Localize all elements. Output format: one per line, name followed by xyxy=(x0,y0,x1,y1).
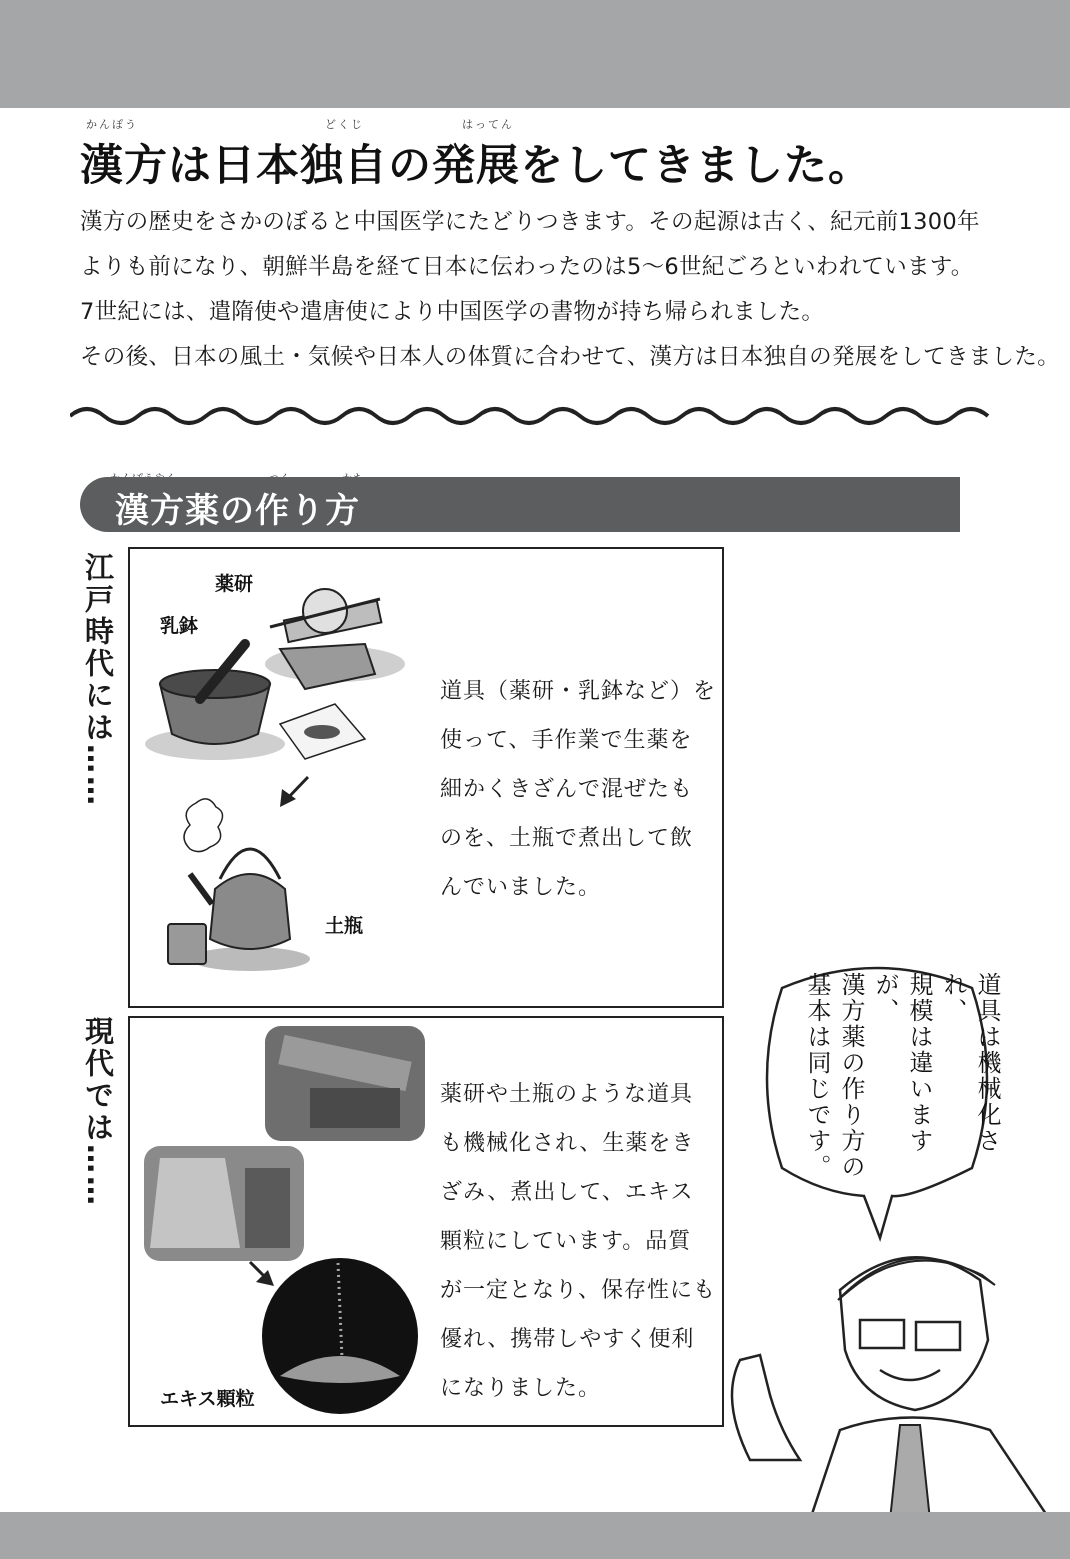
raised-hand xyxy=(732,1355,800,1460)
edo-text-line: んでいました。 xyxy=(440,875,602,900)
modern-text-line: が一定となり、保存性にも xyxy=(440,1278,717,1303)
edo-text-line: 道具（薬研・乳鉢など）を xyxy=(440,679,717,704)
modern-text-line: ざみ、煮出して、エキス xyxy=(440,1180,694,1205)
dobin-stove xyxy=(190,947,310,971)
intro-line: 漢方の歴史をさかのぼると中国医学にたどりつきます。その起源は古く、紀元前1300年 xyxy=(80,209,980,235)
intro-paragraph xyxy=(80,200,1060,380)
modern-label: 現代では…… xyxy=(81,1016,115,1208)
modern-text-line: 顆粒にしています。品質 xyxy=(440,1229,692,1254)
modern-text-line: も機械化され、生薬をき xyxy=(440,1131,695,1156)
speech-bubble-text xyxy=(800,972,1004,1182)
yagen-wheel xyxy=(303,589,347,633)
modern-illustration xyxy=(130,1018,430,1418)
dobin-body xyxy=(210,874,290,949)
ruby-dokuji: どくじ xyxy=(325,118,364,131)
intro-line: よりも前になり、朝鮮半島を経て日本に伝わったのは5〜6世紀ごろといわれています。 xyxy=(80,254,974,280)
herbs xyxy=(304,725,340,739)
modern-text-line: になりました。 xyxy=(440,1376,602,1401)
ruby-hatten: はってん xyxy=(462,118,514,131)
dobin-label: 土瓶 xyxy=(325,915,364,937)
edo-text-line: のを、土瓶で煮出して飲 xyxy=(440,826,694,851)
teacher-illustration xyxy=(720,1230,1070,1520)
edo-panel xyxy=(128,547,724,1008)
yagen-label: 薬研 xyxy=(215,573,254,595)
edo-description xyxy=(440,667,716,912)
edo-text-line: 細かくきざんで混ぜたも xyxy=(440,777,694,802)
modern-text-line: 薬研や土瓶のような道具 xyxy=(440,1082,694,1107)
nyubachi-label: 乳鉢 xyxy=(160,615,199,637)
top-band xyxy=(0,0,1070,108)
bubble-line: 道具は機械化され、 xyxy=(939,972,1001,1154)
page-title: 漢方は日本独自の発展をしてきました。 xyxy=(80,141,872,191)
cup xyxy=(168,924,206,964)
granules-label: エキス顆粒 xyxy=(160,1388,255,1410)
body xyxy=(810,1418,1050,1521)
bubble-line: 規模は違いますが、 xyxy=(871,972,933,1154)
wavy-divider xyxy=(70,398,990,434)
ruby-kanpo: かんぽう xyxy=(86,118,138,131)
yagen-base xyxy=(280,644,375,689)
modern-description xyxy=(440,1070,716,1413)
bubble-line: 基本は同じです。 xyxy=(803,972,831,1180)
bottom-band xyxy=(0,1512,1070,1559)
tank xyxy=(150,1158,240,1248)
intro-line: 7世紀には、遣隋使や遣唐使により中国医学の書物が持ち帰られました。 xyxy=(80,299,825,325)
machine-part xyxy=(310,1088,400,1128)
modern-panel xyxy=(128,1016,724,1427)
intro-line: その後、日本の風土・気候や日本人の体質に合わせて、漢方は日本独自の発展をしてきました。 xyxy=(80,344,1060,370)
steam xyxy=(184,799,223,852)
dobin-spout xyxy=(190,874,212,904)
section-title: 漢方薬の作り方 xyxy=(115,491,360,531)
edo-text-line: 使って、手作業で生薬を xyxy=(440,728,693,753)
modern-text-line: 優れ、携帯しやすく便利 xyxy=(440,1327,695,1352)
edo-period-label: 江戸時代には…… xyxy=(81,552,115,808)
bubble-line: 漢方薬の作り方の xyxy=(837,972,865,1180)
pipework xyxy=(245,1168,290,1248)
